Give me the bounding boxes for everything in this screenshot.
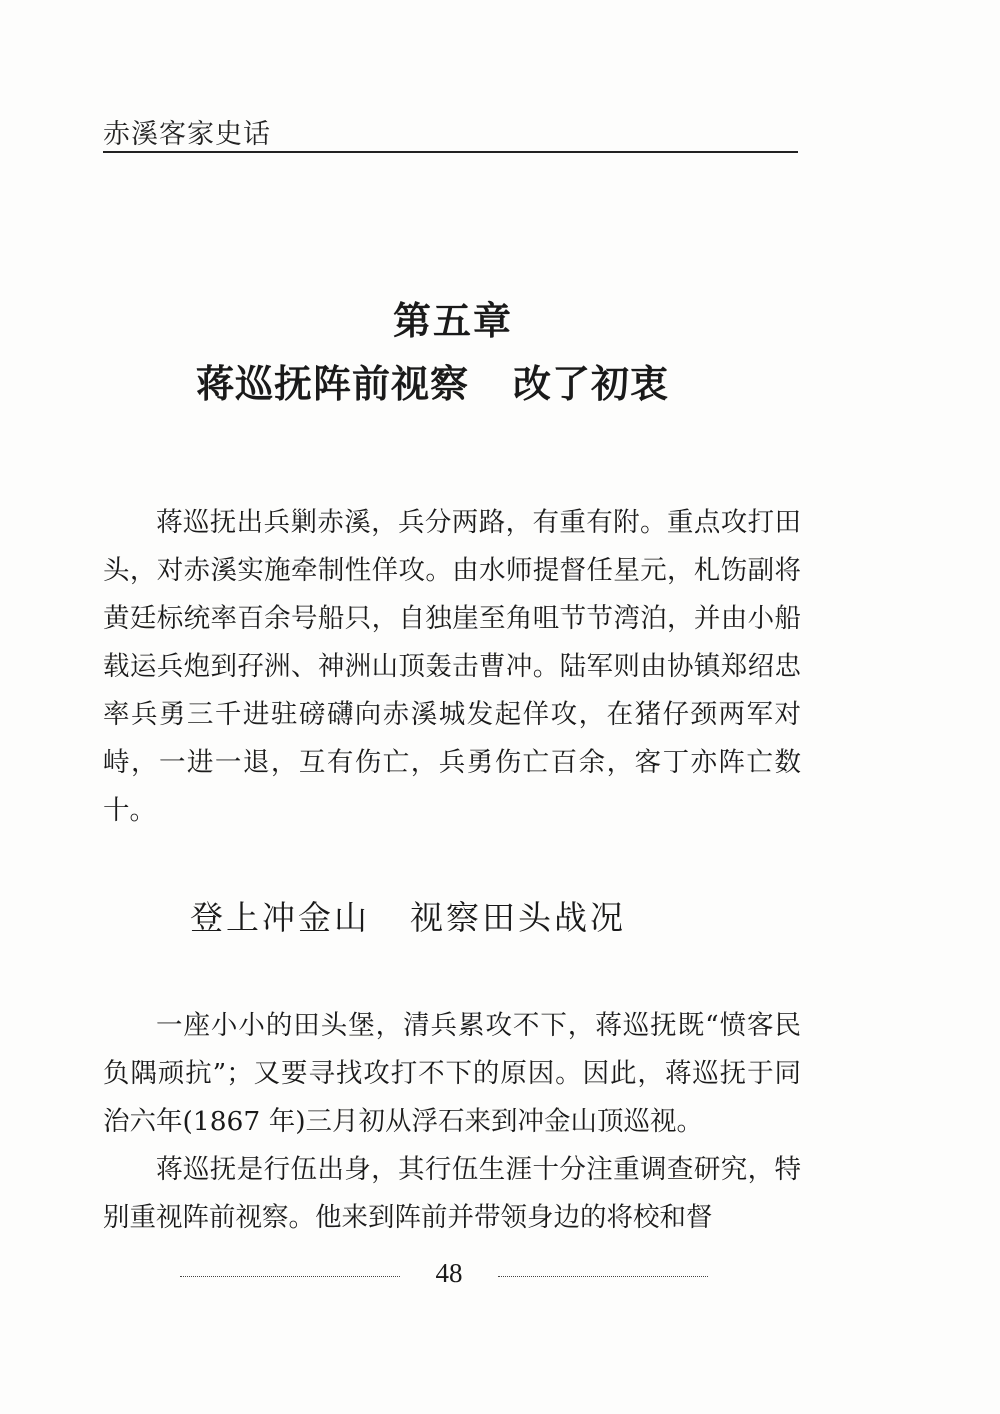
- section-heading-part2: 视察田头战况: [410, 898, 626, 937]
- section-heading: [190, 892, 626, 939]
- chapter-number: 第五章: [392, 299, 513, 343]
- body-paragraph: 蒋巡抚是行伍出身，其行伍生涯十分注重调查研究，特别重视阵前视察。他来到阵前并带领身边的将校和督: [103, 1154, 801, 1233]
- running-header: 赤溪客家史话: [103, 119, 271, 150]
- body-paragraph: 一座小小的田头堡，清兵累攻不下，蒋巡抚既“愤客民负隅顽抗”；又要寻找攻打不下的原因。因此，蒋巡抚于同治六年(1867 年)三月初从浮石来到冲金山顶巡视。: [103, 1010, 801, 1137]
- page-number: 48: [435, 1258, 463, 1288]
- footer-rule-right: [498, 1276, 708, 1277]
- chapter-title-part2: 改了初衷: [513, 362, 670, 406]
- body-paragraph: 蒋巡抚出兵剿赤溪，兵分两路，有重有附。重点攻打田头，对赤溪实施牵制性佯攻。由水师提督任星元，札饬副将黄廷标统率百余号船只，自独崖至角咀节节湾泊，并由小船载运兵炮到孖洲、神洲山顶轰击曹冲。陆军则由协镇郑绍忠率兵勇三千进驻磅礴向赤溪城发起佯攻，在猪仔颈两军对峙，一进一退，互有伤亡，兵勇伤亡百余，客丁亦阵亡数十。: [103, 507, 801, 826]
- header-rule: [103, 151, 798, 153]
- section-heading-part1: 登上冲金山: [190, 898, 370, 937]
- page-footer: [180, 1258, 710, 1298]
- chapter-title-part1: 蒋巡抚阵前视察: [196, 362, 470, 406]
- chapter-title: [196, 353, 669, 408]
- footer-rule-left: [180, 1276, 400, 1277]
